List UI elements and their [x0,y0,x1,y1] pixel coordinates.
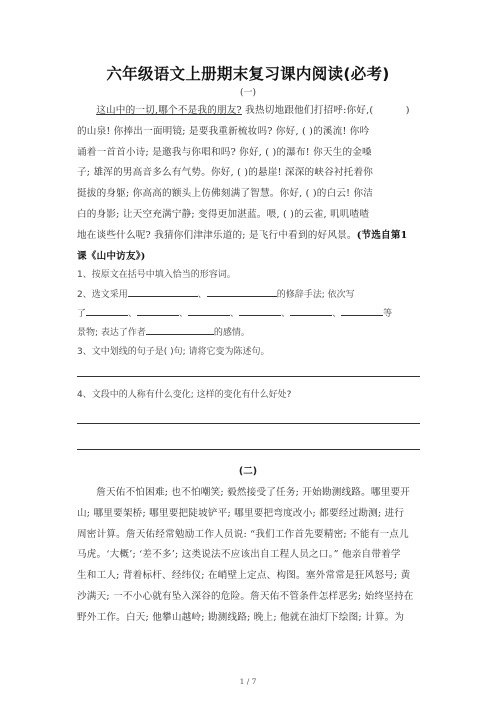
passage-line: 诵着一首首小诗; 是邀我与你唱和吗? 你好, ( )的瀑布! 你天生的金嗓 [77,146,372,158]
passage-line: 詹天佑不怕困难; 也不怕嘲笑; 毅然接受了任务; 开始勘测线路。哪里要开 [96,487,411,498]
answer-blank[interactable] [137,305,179,316]
answer-blank[interactable] [239,305,281,316]
section2-passage [77,483,421,629]
question-2-line3 [77,324,421,342]
passage-line [77,247,421,268]
page-title: 六年级语文上册期末复习课内阅读(必考) [106,65,390,83]
question-1: 1、按原文在括号中填入恰当的形容词。 [77,270,236,280]
question-2 [77,286,421,304]
passage-line: 的山泉! 你捧出一面明镜; 是要我重新梳妆吗? 你好, ( )的溪流! 你吟 [77,125,370,137]
answer-blank[interactable] [290,305,332,316]
section1-label: (一) [239,88,257,98]
passage-line: 野外工作。白天; 他攀山越岭; 勘测线路; 晚上; 他就在油灯下绘图; 计算。为 [77,611,405,623]
passage-line: 马虎。‘大概’; ‘差不多’; 这类说法不应该出自工程人员之口。” 他亲自带着学 [77,549,401,561]
passage-line: 子; 雄浑的男高音多么有气势。你好, ( )的悬崖! 深深的峡谷衬托着你 [77,167,374,179]
question-2-line2: 了 、 、 、 、 、 等 [77,305,421,323]
passage-line: 生和工人; 背着标杆、经纬仪; 在峭壁上定点、构图。塞外常常是狂风怒号; 黄 [77,570,411,582]
passage-line: 白的身影; 让天空充满宁静; 变得更加湛蓝。喂, ( )的云雀, 叽叽喳喳 [77,208,370,220]
passage-line: 挺拔的身躯; 你高高的额头上仿佛刻满了智慧。你好, ( )的白云! 你洁 [77,188,374,200]
section1-passage [77,101,421,267]
answer-blank[interactable] [146,324,214,335]
q2-text-c: 了 [77,309,87,319]
passage-line-rest: 我热切地跟他们打招呼:你好,( ) [241,105,410,116]
answer-blank[interactable] [128,286,198,297]
section2-label: (二) [238,466,258,477]
question-4: 4、文段中的人称有什么变化; 这样的变化有什么好处? [77,390,292,400]
q2-text-e: 景物; 表达了作者 [77,328,146,338]
answer-line[interactable] [77,449,420,450]
passage-line: 周密计算。詹天佑经常勉励工作人员说: “我们工作首先要精密; 不能有一点儿 [77,528,409,540]
q2-text-f: 的感情。 [213,328,250,338]
answer-blank[interactable] [86,305,128,316]
passage-line [77,101,421,122]
q2-sep: 、 [197,290,207,300]
q2-text-a: 2、选文采用 [77,290,128,300]
source-note: (节选自第1 [356,229,408,241]
passage-line [77,226,421,247]
underlined-sentence: 这山中的一切,哪个不是我的朋友? [96,105,242,116]
answer-blank[interactable] [207,286,277,297]
q2-text-b: 的修辞手法; 依次写 [276,290,355,300]
answer-line[interactable] [77,423,420,424]
answer-blank[interactable] [341,305,383,316]
source-note-cont: 课《山中访友》) [77,250,146,262]
passage-line: 山; 哪里要架桥; 哪里要把陡坡铲平; 哪里要把弯度改小; 都要经过勘测; 进行 [77,507,405,519]
q2-text-d: 等 [383,309,393,319]
question-3: 3、文中划线的句子是( )句; 请将它变为陈述句。 [77,347,270,357]
passage-line: 沙满天; 一不小心就有坠入深谷的危险。詹天佑不管条件怎样恶劣; 始终坚持在 [77,590,414,602]
passage-line-text: 地在谈些什么呢? 我猜你们津津乐道的; 是飞行中看到的好风景。 [77,229,357,241]
answer-line[interactable] [77,376,420,377]
page-number: 1 / 7 [239,677,257,686]
answer-blank[interactable] [188,305,230,316]
